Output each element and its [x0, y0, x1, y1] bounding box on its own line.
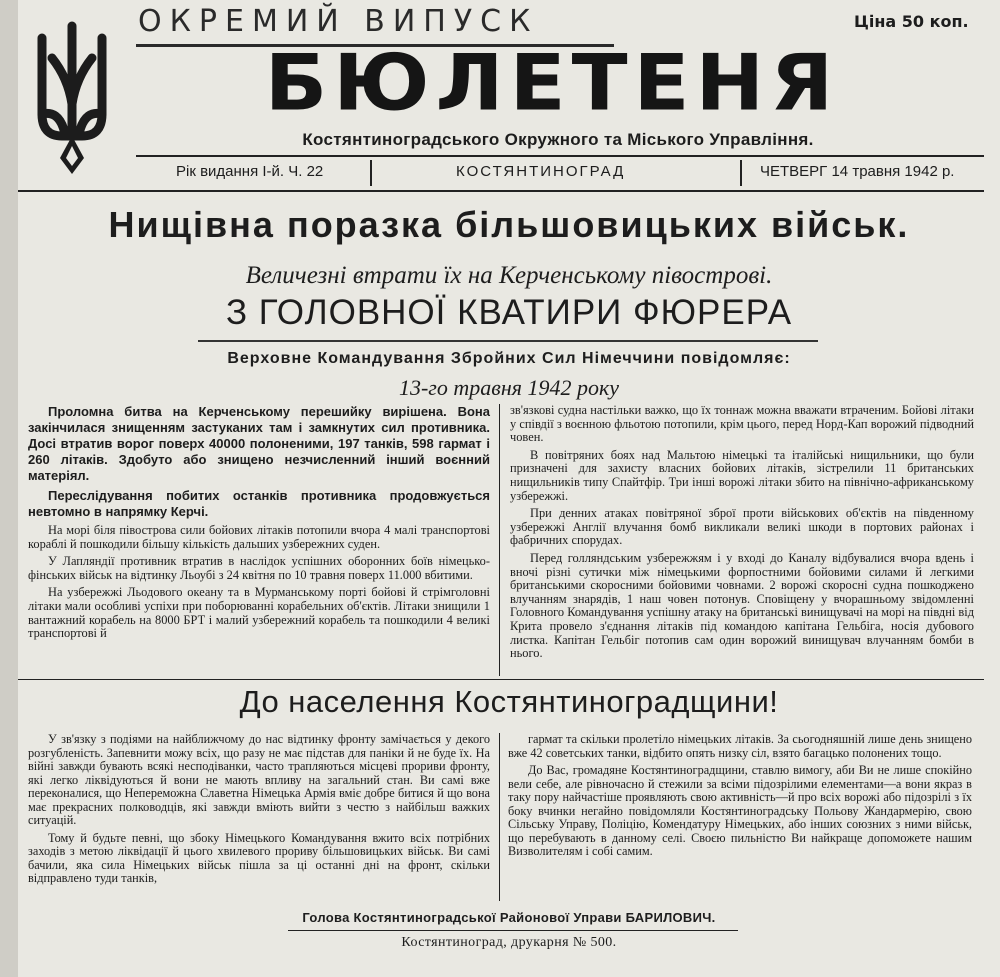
report-date: 13-го травня 1942 року	[398, 375, 620, 400]
section-rule	[18, 679, 984, 680]
newspaper-page	[18, 0, 1000, 977]
article-paragraph: При денних атаках повітряної зброї проти військових об'єктів на південному узбережжі Англії влучання бомб викликали великі шкоди в портових районах і фабричних спорудах.	[510, 506, 974, 548]
article-right-column	[510, 404, 974, 665]
signature-line: Голова Костянтиноградської Районової Управи БАРИЛОВИЧ.	[302, 910, 716, 925]
article-paragraph: На узбережжі Льодового океану та в Мурманському порті бойові й стрімголовні літаки мали особливі успіхи при поборюванні корабельних об'єктів. Літаки знищили 1 вантажний корабель на 8000 БРТ і малий узбережний корабель та пошкодили 4 великі транспортові й	[28, 585, 490, 641]
main-headline: Нищівна поразка більшовицьких військ.	[108, 204, 910, 245]
article-paragraph: Проломна битва на Керченському перешийку вирішена. Вона закінчилася знищенням застуканих там і замкнутих сил противника. Досі втратив ворог поверх 40000 полоненими, 197 танків, 598 гармат і 260 літаків. Здобуто або знищено незчисленний інший воєнний матеріял.	[28, 404, 490, 483]
article-paragraph: На морі біля півострова сили бойових літаків потопили вчора 4 малі транспортові кораблі й пошкодили більшу кількість дальших узбережних суден.	[28, 523, 490, 551]
appeal-paragraph: Тому й будьте певні, що збоку Німецького Командування вжито всіх потрібних заходів з метою ліквідації й цього хвилевого прориву більшовицьких військ. Ви самі бачили, яка сила Німецьких військ пішла за ці останні дні на фронт, скільки відправлено туди танків,	[28, 830, 490, 885]
headline-deck: Величезні втрати їх на Керченському півострові.	[245, 262, 773, 289]
column-divider	[499, 404, 500, 676]
footer-rule	[288, 930, 738, 931]
command-announcement: Верховне Командування Збройних Сил Німеччини повідомляє:	[227, 350, 791, 367]
article-paragraph: Переслідування побитих останків противника продовжується невтомно в напрямку Керчі.	[28, 488, 490, 519]
scan-edge	[0, 0, 18, 977]
article-left-column	[28, 404, 490, 645]
masthead-rule-bottom	[18, 190, 984, 192]
article-paragraph: У Лапляндії противник втратив в наслідок успішних оборонних боїв німецько-фінських військ на відтинку Льоубі з 24 квітня по 10 травня поверх 11.000 вбитими.	[28, 554, 490, 582]
city-label: КОСТЯНТИНОГРАД	[456, 163, 626, 180]
article-paragraph: В повітряних боях над Мальтою німецькі та італійські нищильники, що були призначені для захисту власних бойових літаків, зістрелили 11 британських нищильників типу Спайтфір. Три інші ворожі літаки збито на північно-африканському узбережжі.	[510, 447, 974, 503]
newspaper-title: БЮЛЕТЕНЯ	[264, 38, 840, 129]
article-paragraph: Перед голляндським узбережжям і у вході до Каналу відбувалися вчора вдень і вночі різні сутички між німецькими форпостними бойовими силами й легкими британськими скоросними бойовими човнами. 2 ворожі скоросні судна пошкоджено влучанням знарядів, 1 наш човен потонув. Сповіщену у вчорашньому звідомленні Головного Командування успішну атаку на британські винищувачі на морі на півдні від Крита провело з'єднання літаків під командою капітана Гельбіга, носія дубового листка. Капітан Гельбіг потопив сам один ворожий винищувач влучанням бомби в нього.	[510, 550, 974, 661]
article-paragraph: зв'язкові судна настільки важко, що їх тоннаж можна вважати втраченим. Бойові літаки у співдії з воєнною фльотою потопили, крім цього, перед Норд-Кап ворожий підводний човен.	[510, 403, 974, 445]
trident-emblem-icon	[28, 18, 116, 178]
appeal-right-column	[508, 733, 972, 863]
appeal-paragraph: До Вас, громадяне Костянтиноградщини, ставлю вимогу, аби Ви не лише спокійно вели себе, але рівночасно й стежили за всіми підозрілими елементами—а вони якраз в таку пору найчастіше проявляють свою активність—й про всіх ворожі або підозрілі з їх боку вчинки негайно повідомляли Костянтиноградську Польову Жандармерію, свою Сільську Управу, Поліцію, Комендатуру Німецьких, або інших союзних з ними військ, що перебувають в данному селі. Своєю пильністю Ви найкраще допоможете нашим Визволителям і собі самим.	[508, 763, 972, 858]
appeal-paragraph: гармат та скільки пролетіло німецьких літаків. За сьогодняшній лише день знищено вже 42 советських танки, відбито опять низку сіл, взято багацько полонених тощо.	[508, 732, 972, 760]
price-label: Ціна 50 коп.	[854, 12, 969, 31]
special-issue-label: ОКРЕМИЙ ВИПУСК	[138, 4, 539, 39]
appeal-column-divider	[499, 733, 500, 901]
printer-imprint: Костянтиноград, друкарня № 500.	[401, 935, 617, 950]
heading-underline	[198, 340, 818, 342]
appeal-heading: До населення Костянтиноградщини!	[239, 684, 779, 719]
fuehrer-hq-heading: З ГОЛОВНОЇ КВАТИРИ ФЮРЕРА	[225, 293, 793, 332]
info-divider-left	[370, 160, 372, 186]
appeal-left-column	[28, 733, 490, 890]
masthead-rule-top	[136, 155, 984, 157]
appeal-paragraph: У зв'язку з подіями на найближчому до нас відтинку фронту замічається у декого розгублeність. Запевнити можу всіх, що разу не має підстав для паніки й не буде їх. На війні завжди бувають всякі несподіванки, часто трапляються місцеві прориви фронту, які легко ліквідуються й вони не мають впливу на загальний стан. Ви самі вже переконалися, що Непереможна Славетна Німецька Армія вміє добре битися й що вона має прекрасних полководців, які завжди вміють вийти з честю з найбільш важких ситуацій.	[28, 732, 490, 827]
newspaper-subtitle: Костянтиноградського Окружного та Міського Управління.	[302, 130, 814, 149]
issue-date-label: ЧЕТВЕРГ 14 травня 1942 р.	[760, 163, 955, 180]
year-issue-label: Рік видання I-й. Ч. 22	[176, 163, 324, 180]
info-divider-right	[740, 160, 742, 186]
